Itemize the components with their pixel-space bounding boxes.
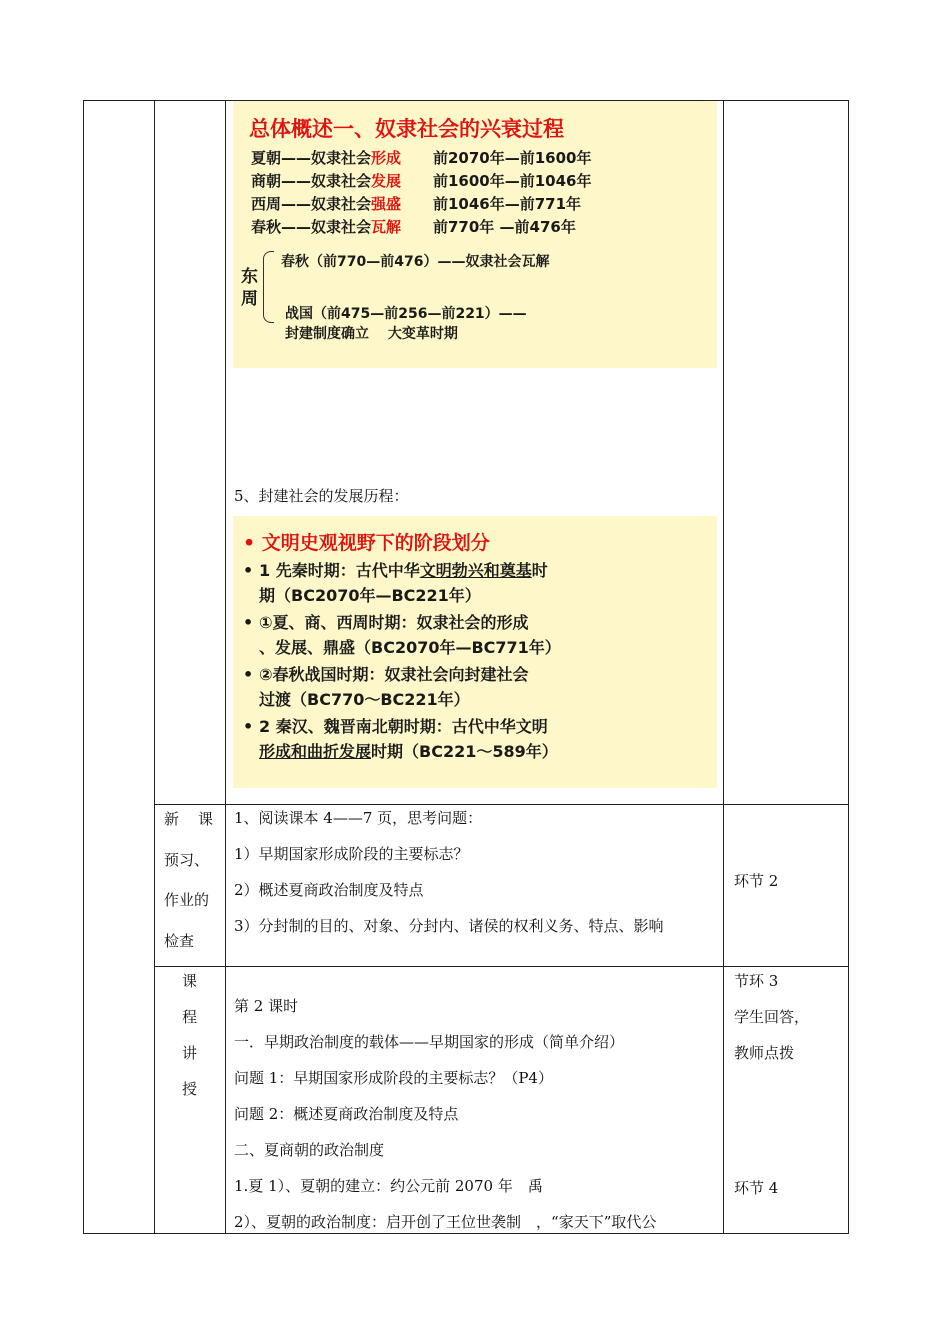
dynasty-row-dates: 前1600年—前1046年 (433, 172, 592, 190)
overview-title: 总体概述一、奴隶社会的兴衰过程 (249, 116, 564, 141)
dynasty-row-dates: 前2070年—前1600年 (433, 149, 592, 167)
stage-item-qin-han: • 2 秦汉、魏晋南北朝时期：古代中华文明 形成和曲折发展时期（BC221～589年） (243, 717, 558, 761)
row2-content-line: 1、阅读课本 4——7 页，思考问题： (234, 809, 483, 827)
row3-content-line: 二、夏商朝的政治制度 (234, 1141, 385, 1159)
slave-society-overview-figure (233, 101, 717, 368)
stage-text: 过渡（BC770～BC221年） (259, 690, 470, 709)
stages-title: • 文明史观视野下的阶段划分 (243, 532, 490, 554)
row2-label-line: 新 课 (164, 810, 216, 828)
stage-text: 期（BC2070年—BC221年） (259, 586, 481, 605)
row3-label-char: 讲 (182, 1044, 198, 1062)
dynasty-row-prefix: 春秋——奴隶社会 (251, 218, 372, 236)
dynasty-row-prefix: 商朝——奴隶社会 (251, 172, 372, 190)
row3-label-char: 程 (182, 1008, 198, 1026)
warring-states-line-2: 封建制度确立 大变革时期 (285, 326, 458, 342)
dynasty-row-stage: 形成 (371, 149, 402, 167)
row3-note: 环节 4 (734, 1179, 779, 1197)
row2-label-line: 检查 (164, 932, 195, 950)
row3-content-line: 2）、夏朝的政治制度：启开创了王位世袭制 ，“家天下”取代公 (234, 1213, 657, 1231)
row3-label-char: 授 (182, 1080, 198, 1098)
stage-text: ②春秋战国时期：奴隶社会向封建社会 (259, 665, 529, 684)
stage-text: 时期（BC221～589年） (371, 742, 558, 761)
eastern-zhou-text: 东周 (241, 267, 258, 309)
stage-item-pre-qin: • 1 先秦时期：古代中华文明勃兴和奠基时 期（BC2070年—BC221年） (243, 561, 548, 605)
dynasty-row-prefix: 夏朝——奴隶社会 (251, 149, 372, 167)
row3-note: 节环 3 (734, 972, 779, 990)
row3-content-line: 问题 1：早期国家形成阶段的主要标志？（P4） (234, 1069, 553, 1087)
table-right-border (848, 100, 849, 1234)
row3-note: 学生回答， (734, 1008, 810, 1026)
item-5-heading: 5、封建社会的发展历程： (234, 487, 409, 505)
dynasty-row-stage: 发展 (371, 172, 402, 190)
stage-text: 时 (531, 561, 548, 580)
stage-text: 1 先秦时期：古代中华 (259, 561, 420, 580)
dynasty-row-stage: 瓦解 (371, 218, 402, 236)
row-divider-1 (154, 804, 849, 805)
stage-text: ①夏、商、西周时期：奴隶社会的形成 (259, 613, 529, 632)
row3-content-line: 问题 2：概述夏商政治制度及特点 (234, 1105, 459, 1123)
row2-content-line: 2）概述夏商政治制度及特点 (234, 881, 424, 899)
civilization-stages-figure (233, 516, 717, 788)
dynasty-row-western-zhou (251, 193, 582, 214)
stage-highlight: 文明勃兴和奠基 (419, 561, 532, 580)
stages-title-text: 文明史观视野下的阶段划分 (261, 532, 490, 554)
dynasty-row-spring-autumn (251, 216, 576, 237)
stage-text: 2 秦汉、魏晋南北朝时期：古代中华文明 (259, 717, 548, 736)
dynasty-row-prefix: 西周——奴隶社会 (251, 195, 372, 213)
row2-label-line: 预习、 (164, 851, 210, 869)
stage-item-xia-shang-zhou: • ①夏、商、西周时期：奴隶社会的形成 、发展、鼎盛（BC2070年—BC771年） (243, 613, 561, 657)
row3-label-char: 课 (182, 972, 198, 990)
row2-content-line: 1）早期国家形成阶段的主要标志？ (234, 845, 469, 863)
row2-content-line: 3）分封制的目的、对象、分封内、诸侯的权利义务、特点、影响 (234, 917, 664, 935)
row2-label-line: 作业的 (164, 891, 210, 909)
row3-note: 教师点拨 (734, 1044, 795, 1062)
stage-highlight: 形成和曲折发展 (259, 742, 372, 761)
row3-content-line: 第 2 课时 (234, 997, 299, 1015)
spring-autumn-line: 春秋（前770—前476）——奴隶社会瓦解 (281, 254, 550, 270)
row2-note: 环节 2 (734, 872, 779, 890)
brace-icon (263, 251, 274, 323)
dynasty-row-dates: 前1046年—前771年 (433, 195, 582, 213)
dynasty-row-dates: 前770年 —前476年 (433, 218, 576, 236)
stage-text: 、发展、鼎盛（BC2070年—BC771年） (259, 638, 561, 657)
column-divider-3 (723, 100, 724, 1234)
row3-content-line: 一．早期政治制度的载体——早期国家的形成（简单介绍） (234, 1033, 625, 1051)
table-bottom-border (83, 1233, 849, 1234)
dynasty-row-xia (251, 147, 592, 168)
eastern-zhou-label (241, 266, 259, 310)
dynasty-row-shang (251, 170, 592, 191)
warring-states-line-1: 战国（前475—前256—前221）—— (285, 306, 527, 322)
column-divider-2 (225, 100, 226, 1234)
row-divider-2 (154, 966, 849, 967)
row3-content-line: 1.夏 1）、夏朝的建立：约公元前 2070 年 禹 (234, 1177, 543, 1195)
table-left-border (83, 100, 84, 1234)
stage-item-spring-autumn-warring: • ②春秋战国时期：奴隶社会向封建社会 过渡（BC770～BC221年） (243, 665, 529, 709)
dynasty-row-stage: 强盛 (371, 195, 402, 213)
column-divider-1 (154, 100, 155, 1234)
